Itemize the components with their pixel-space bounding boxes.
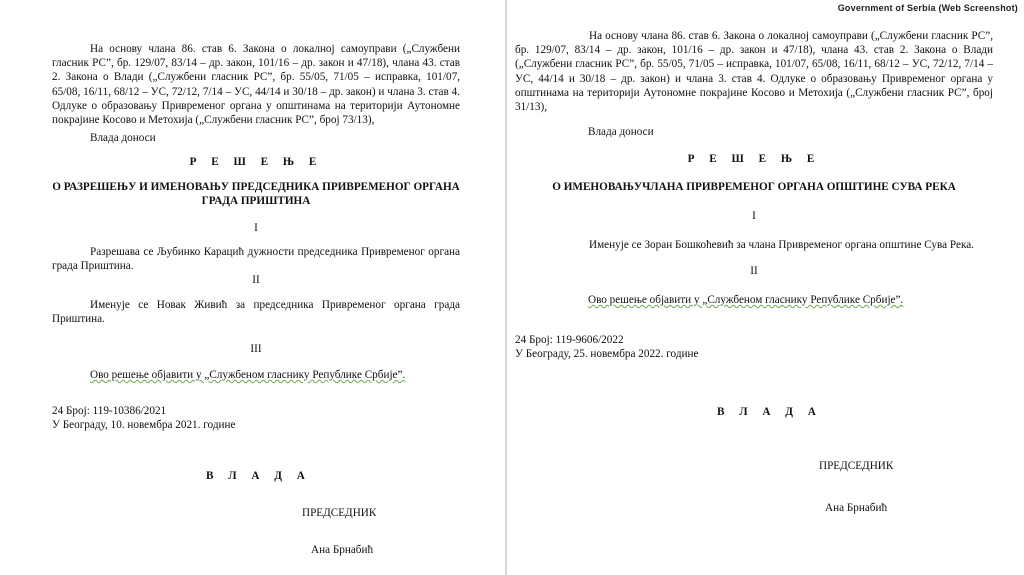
right-section-2: II [750,265,758,277]
right-heading: Р Е Ш Е Њ Е [687,153,821,165]
left-text-1: Разрешава се Љубинко Карацић дужности председника Привременог органа града Приштина. [52,246,460,273]
left-government: В Л А Д А [206,470,311,482]
left-issuer: Влада доноси [90,132,156,144]
right-issuer: Влада доноси [588,126,654,138]
left-text-2: Именује се Новак Живић за председника Привременог органа града Приштина. [52,299,460,326]
left-section-3: III [250,343,262,355]
right-text-1: Именује се Зоран Бошкоћевић за члана Привременог органа општине Сува Река. [589,239,974,251]
left-president-title: ПРЕДСЕДНИК [302,507,377,519]
right-section-1: I [752,210,756,222]
right-date: У Београду, 25. новембра 2022. године [515,348,699,360]
right-government: В Л А Д А [717,406,822,418]
left-date: У Београду, 10. новембра 2021. године [52,419,236,431]
left-heading: Р Е Ш Е Њ Е [189,156,323,168]
image-credit: Government of Serbia (Web Screenshot) [837,3,1018,13]
right-president-title: ПРЕДСЕДНИК [819,460,894,472]
left-section-1: I [254,222,258,234]
right-title: О ИМЕНОВАЊУЧЛАНА ПРИВРЕМЕНОГ ОРГАНА ОПШТИНЕ СУВА РЕКА [552,181,956,193]
right-president-name: Ана Брнабић [825,502,888,514]
page-divider [505,0,507,575]
left-text-3: Ово решење објавити у „Службеном гласнику Републике Србије”. [90,369,406,381]
right-preamble: На основу члана 86. став 6. Закона о локалној самоуправи („Службени гласник РС”, бр. 129/07, 83/14 – др. закон, 101/16 – др. закон и 47/18), члана 43. став 2. Закона о Влади („Службени гласник РС”, бр. 55/05, 71/05 – исправка, 101/07, 65/08, 16/11, 68/12 – УС, 72/12, 7/14 – УС, 44/14 и 30/18 – др. закон) и члана 3. став 4. Одлуке о образовању Привременог органа у општинама на територији Аутономне покрајине Косово и Метохија („Службени гласник РС”, број 31/13), [515,30,993,114]
left-title-line1: О РАЗРЕШЕЊУ И ИМЕНОВАЊУ ПРЕДСЕДНИКА ПРИВРЕМЕНОГ ОРГАНА [52,181,460,193]
left-title-line2: ГРАДА ПРИШТИНА [201,195,311,207]
left-number: 24 Број: 119-10386/2021 [52,405,167,417]
right-text-2: Ово решење објавити у „Службеном гласнику Републике Србије”. [588,294,904,306]
left-president-name: Ана Брнабић [311,544,374,556]
left-preamble: На основу члана 86. став 6. Закона о локалној самоуправи („Службени гласник РС”, бр. 129/07, 83/14 – др. закон, 101/16 – др. закон и 47/18), члана 43. став 2. Закона о Влади („Службени гласник РС”, бр. 55/05, 71/05 – исправка, 101/07, 65/08, 16/11, 68/12 – УС, 72/12, 7/14 – УС, 44/14 и 30/18 – др. закон) и члана 3. став 4. Одлуке о образовању Привременог органа у општинама на територији Аутономне покрајине Косово и Метохија („Службени гласник РС”, број 73/13), [52,43,460,127]
left-section-2: II [252,274,260,286]
right-number: 24 Број: 119-9606/2022 [515,334,624,346]
